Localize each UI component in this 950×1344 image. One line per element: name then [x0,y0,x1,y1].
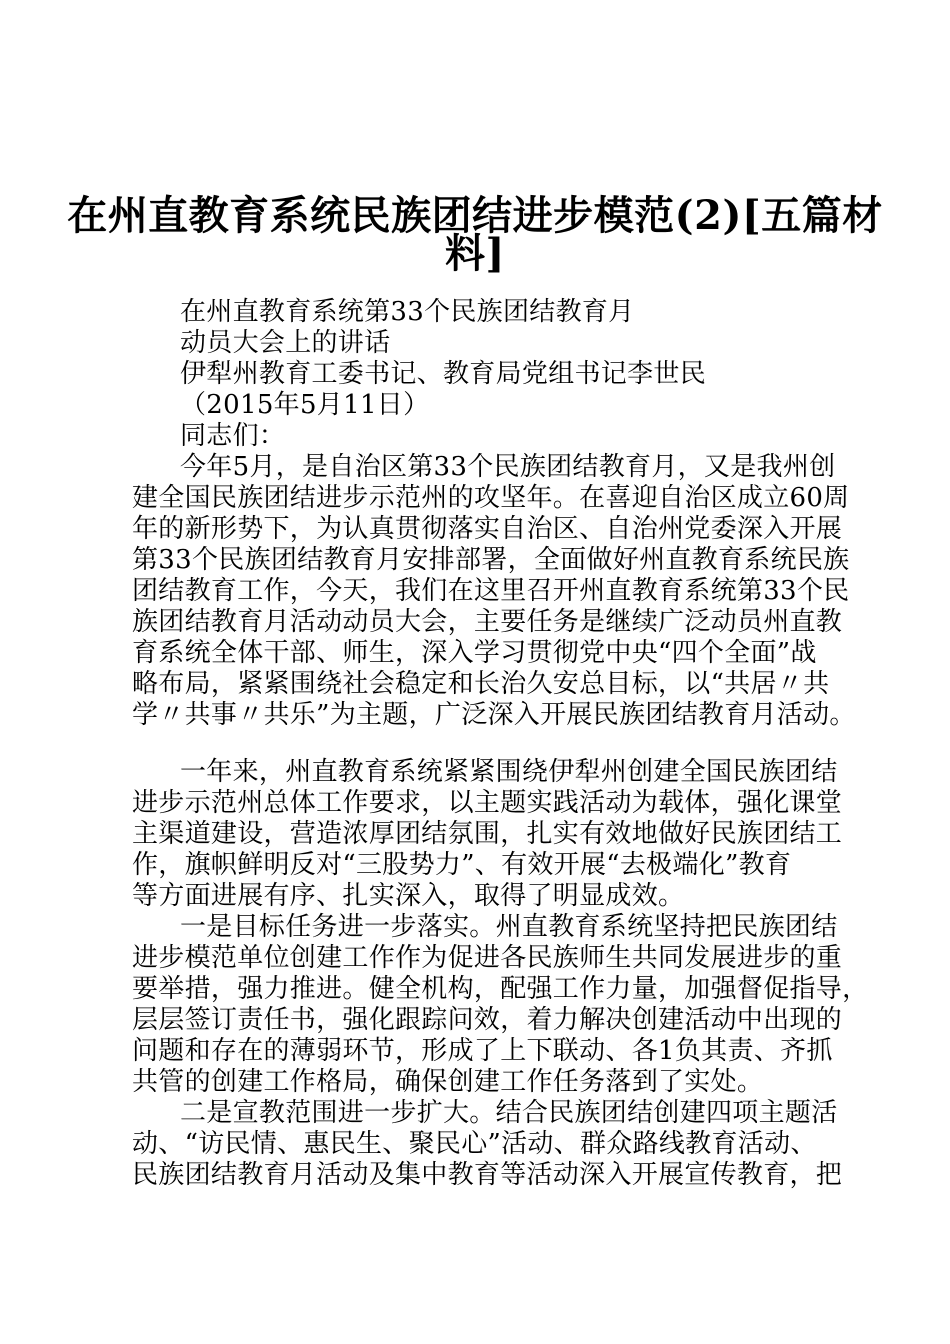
body-line: 一是目标任务进一步落实。州直教育系统坚持把民族团结 [180,912,838,942]
date-line: （2015年5月11日） [180,390,430,420]
document-title-line-1: 在州直教育系统民族团结进步模范(2)[五篇材 [67,192,883,239]
body-line: 族团结教育月活动动员大会，主要任务是继续广泛动员州直教 [132,607,843,637]
body-line: 学〃共事〃共乐”为主题，广泛深入开展民族团结教育月活动。 [132,700,856,730]
document-title-line-2: 料] [445,230,505,277]
body-line: 第33个民族团结教育月安排部署，全面做好州直教育系统民族 [132,545,850,575]
body-line: 年的新形势下，为认真贯彻落实自治区、自治州党委深入开展 [132,514,843,544]
body-line: 建全国民族团结进步示范州的攻坚年。在喜迎自治区成立60周 [132,483,850,513]
body-line: 作，旗帜鲜明反对“三股势力”、有效开展“去极端化”教育 [132,850,792,880]
body-line: 二是宣教范围进一步扩大。结合民族团结创建四项主题活 [180,1098,838,1128]
body-line: 今年5月，是自治区第33个民族团结教育月，又是我州创 [180,452,836,482]
subtitle-line: 在州直教育系统第33个民族团结教育月 [180,297,635,327]
body-line: 问题和存在的薄弱环节，形成了上下联动、各1负其责、齐抓 [132,1036,833,1066]
body-line: 略布局，紧紧围绕社会稳定和长治久安总目标，以“共居〃共 [132,669,830,699]
body-line: 一年来，州直教育系统紧紧围绕伊犁州创建全国民族团结 [180,757,838,787]
body-line: 动、“访民情、惠民生、聚民心”活动、群众路线教育活动、 [132,1129,817,1159]
body-line: 共管的创建工作格局，确保创建工作任务落到了实处。 [132,1067,764,1097]
salutation-line: 同志们： [180,421,286,451]
body-line: 主渠道建设，营造浓厚团结氛围，扎实有效地做好民族团结工 [132,819,843,849]
body-line: 等方面进展有序、扎实深入，取得了明显成效。 [132,881,685,911]
body-line: 进步模范单位创建工作作为促进各民族师生共同发展进步的重 [132,943,843,973]
body-line: 育系统全体干部、师生，深入学习贯彻党中央“四个全面”战 [132,638,817,668]
body-line: 层层签订责任书，强化跟踪问效，着力解决创建活动中出现的 [132,1005,843,1035]
body-line: 团结教育工作，今天，我们在这里召开州直教育系统第33个民 [132,576,850,606]
subtitle-line: 动员大会上的讲话 [180,328,391,358]
speaker-line: 伊犁州教育工委书记、教育局党组书记李世民 [180,359,707,389]
body-line: 要举措，强力推进。健全机构，配强工作力量，加强督促指导， [132,974,869,1004]
body-line: 民族团结教育月活动及集中教育等活动深入开展宣传教育，把 [132,1160,843,1190]
body-line: 进步示范州总体工作要求，以主题实践活动为载体，强化课堂 [132,788,843,818]
